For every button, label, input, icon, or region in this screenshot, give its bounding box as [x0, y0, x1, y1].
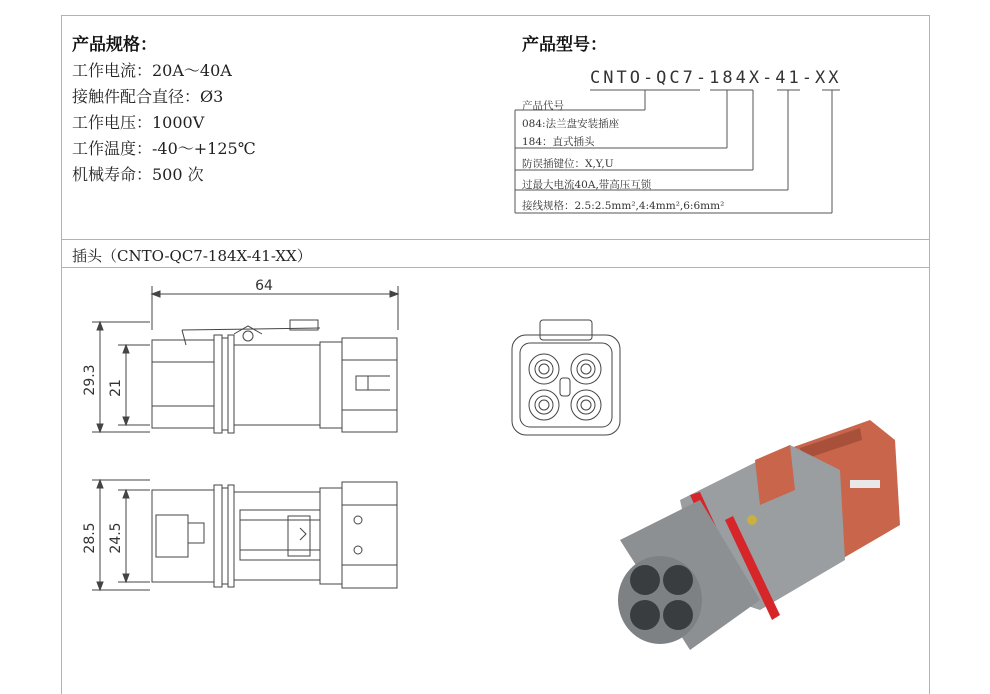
- dim-width: 64: [255, 278, 273, 294]
- spec-line-current: 工作电流：20A～40A: [72, 61, 232, 80]
- connector-render: [618, 420, 900, 650]
- dim-bottom-inner: 24.5: [108, 522, 124, 554]
- spec-line-lifetime: 机械寿命：500 次: [72, 165, 204, 184]
- label-wire-spec: 接线规格：2.5:2.5mm²,4:4mm²,6:6mm²: [522, 200, 725, 212]
- dim-bottom-outer: 28.5: [82, 522, 98, 554]
- label-184: 184：直式插头: [522, 136, 595, 148]
- dim-top-inner: 21: [108, 379, 124, 397]
- spec-line-diameter: 接触件配合直径：Ø3: [72, 87, 224, 106]
- label-keying: 防误插键位：X,Y,U: [522, 158, 614, 170]
- spec-title: 产品规格：: [72, 35, 157, 55]
- spec-line-voltage: 工作电压：1000V: [72, 113, 205, 132]
- dim-top-outer: 29.3: [82, 364, 98, 396]
- model-code: CNTO-QC7-184X-41-XX: [590, 68, 842, 88]
- section-label: 插头（CNTO-QC7-184X-41-XX）: [72, 247, 312, 265]
- spec-line-temperature: 工作温度：-40～+125℃: [72, 139, 256, 158]
- label-current-interlock: 过最大电流40A,带高压互锁: [522, 179, 652, 191]
- label-product-code: 产品代号: [522, 100, 564, 112]
- model-title: 产品型号：: [522, 35, 607, 55]
- label-084: 084:法兰盘安装插座: [522, 118, 620, 130]
